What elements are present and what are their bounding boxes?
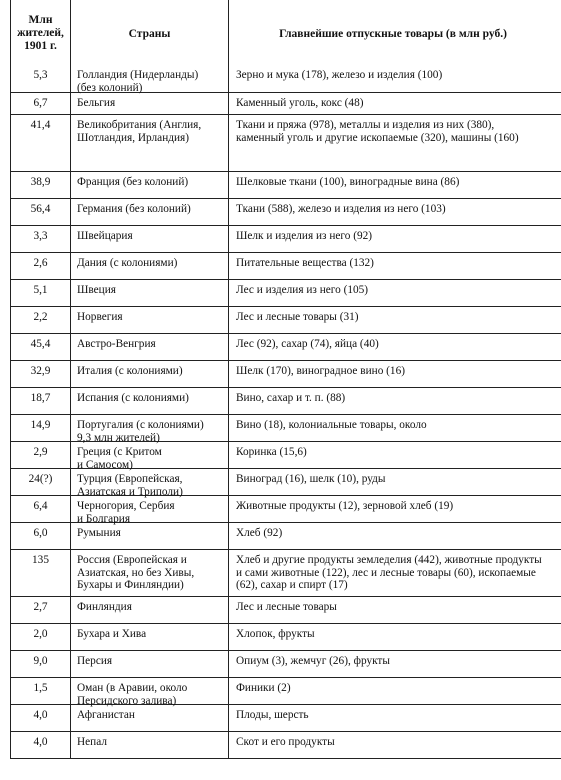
- table-row: [11, 252, 561, 279]
- country-cell: Германия (без колоний): [71, 199, 229, 225]
- table-row: [11, 468, 561, 498]
- population-cell: 18,7: [11, 388, 71, 414]
- header-goods: Главнейшие отпускные товары (в млн руб.): [279, 28, 507, 40]
- table-row: [11, 495, 561, 525]
- population-cell: 5,3: [11, 65, 71, 92]
- goods-cell: Лес и лесные товары (31): [236, 311, 359, 323]
- country-cell: Россия (Европейская и Азиатская, но без Хивы, Бухары и Финляндии): [71, 550, 229, 596]
- goods-cell: Хлопок, фрукты: [236, 628, 315, 640]
- population-cell: 6,7: [11, 93, 71, 114]
- goods-cell: Хлеб и другие продукты земледелия (442), животные продукты и сами животные (122), лес и лесные товары (60), ископаемые (62), сахар и спирт (17): [236, 554, 542, 591]
- goods-cell: Животные продукты (12), зерновой хлеб (19): [236, 500, 454, 512]
- table-body: [11, 65, 561, 758]
- population-cell: 3,3: [11, 226, 71, 252]
- country-cell: Румыния: [71, 523, 229, 549]
- goods-cell: Каменный уголь, кокс (48): [236, 97, 364, 109]
- table-row: [11, 198, 561, 225]
- population-cell: 32,9: [11, 361, 71, 387]
- goods-cell: Плоды, шерсть: [236, 709, 309, 721]
- country-cell: Финляндия: [71, 597, 229, 623]
- goods-cell: Финики (2): [236, 682, 291, 694]
- country-cell: Италия (с колониями): [71, 361, 229, 387]
- population-cell: 2,7: [11, 597, 71, 623]
- goods-cell: Опиум (3), жемчуг (26), фрукты: [236, 655, 390, 667]
- population-cell: 45,4: [11, 334, 71, 360]
- country-cell: Турция (Европейская, Азиатская и Триполи): [71, 469, 229, 495]
- country-cell: Дания (с колониями): [71, 253, 229, 279]
- country-cell: Швейцария: [71, 226, 229, 252]
- table-row: [11, 387, 561, 414]
- header-country: Страны: [71, 0, 229, 65]
- goods-cell: Зерно и мука (178), железо и изделия (100): [236, 69, 443, 81]
- goods-cell: Шелк и изделия из него (92): [236, 230, 373, 242]
- country-cell: Бухара и Хива: [71, 624, 229, 650]
- population-cell: 6,0: [11, 523, 71, 549]
- goods-cell: Коринка (15,6): [236, 446, 307, 458]
- table-row: [11, 306, 561, 333]
- table-row: [11, 623, 561, 650]
- table-row: [11, 65, 561, 92]
- table-row: [11, 441, 561, 471]
- population-cell: 56,4: [11, 199, 71, 225]
- goods-cell: Вино, сахар и т. п. (88): [236, 392, 346, 404]
- country-cell: Непал: [71, 732, 229, 758]
- country-cell: Португалия (с колониями) 9,3 млн жителей): [71, 415, 229, 441]
- population-cell: 1,5: [11, 678, 71, 704]
- goods-cell: Питательные вещества (132): [236, 257, 374, 269]
- export-goods-table: [10, 0, 561, 759]
- country-cell: Греция (с Критом и Самосом): [71, 442, 229, 468]
- table-row: [11, 522, 561, 549]
- country-cell: Франция (без колоний): [71, 172, 229, 198]
- table-row: [11, 677, 561, 707]
- population-cell: 2,6: [11, 253, 71, 279]
- country-cell: Норвегия: [71, 307, 229, 333]
- table-row: [11, 596, 561, 623]
- table-row: [11, 171, 561, 198]
- population-cell: 2,2: [11, 307, 71, 333]
- goods-cell: Вино (18), колониальные товары, около: [236, 419, 427, 431]
- country-cell: Бельгия: [71, 93, 229, 114]
- population-cell: 24(?): [11, 469, 71, 495]
- country-cell: Австро-Венгрия: [71, 334, 229, 360]
- table-header-row: [11, 0, 561, 65]
- population-cell: 135: [11, 550, 71, 596]
- population-cell: 2,0: [11, 624, 71, 650]
- goods-cell: Шелковые ткани (100), виноградные вина (86): [236, 176, 460, 188]
- table-row: [11, 549, 561, 596]
- country-cell: Великобритания (Англия, Шотландия, Ирландия): [71, 115, 229, 171]
- goods-cell: Лес и изделия из него (105): [236, 284, 369, 296]
- country-cell: Персия: [71, 651, 229, 677]
- goods-cell: Лес и лесные товары: [236, 601, 337, 613]
- table-row: [11, 92, 561, 114]
- goods-cell: Хлеб (92): [236, 527, 283, 539]
- country-cell: Голландия (Нидерланды) (без колоний): [71, 65, 229, 92]
- table-row: [11, 360, 561, 387]
- population-cell: 41,4: [11, 115, 71, 171]
- population-cell: 5,1: [11, 280, 71, 306]
- table-row: [11, 279, 561, 306]
- population-cell: 2,9: [11, 442, 71, 468]
- table-row: [11, 731, 561, 758]
- population-cell: 4,0: [11, 705, 71, 731]
- goods-cell: Ткани (588), железо и изделия из него (103): [236, 203, 446, 215]
- goods-cell: Виноград (16), шелк (10), руды: [236, 473, 386, 485]
- population-cell: 4,0: [11, 732, 71, 758]
- table-row: [11, 225, 561, 252]
- country-cell: Швеция: [71, 280, 229, 306]
- goods-cell: Ткани и пряжа (978), металлы и изделия из них (380), каменный уголь и другие ископаемые (320), машины (160): [236, 119, 519, 144]
- goods-cell: Шелк (170), виноградное вино (16): [236, 365, 405, 377]
- header-population: Млн жителей, 1901 г.: [11, 0, 71, 65]
- table-row: [11, 333, 561, 360]
- country-cell: Черногория, Сербия и Болгария: [71, 496, 229, 522]
- table-row: [11, 704, 561, 731]
- goods-cell: Скот и его продукты: [236, 736, 335, 748]
- population-cell: 9,0: [11, 651, 71, 677]
- country-cell: Испания (с колониями): [71, 388, 229, 414]
- table-row: [11, 650, 561, 677]
- country-cell: Оман (в Аравии, около Персидского залива): [71, 678, 229, 704]
- goods-cell: Лес (92), сахар (74), яйца (40): [236, 338, 379, 350]
- population-cell: 38,9: [11, 172, 71, 198]
- population-cell: 14,9: [11, 415, 71, 441]
- table-row: [11, 114, 561, 171]
- population-cell: 6,4: [11, 496, 71, 522]
- table-row: [11, 414, 561, 444]
- country-cell: Афганистан: [71, 705, 229, 731]
